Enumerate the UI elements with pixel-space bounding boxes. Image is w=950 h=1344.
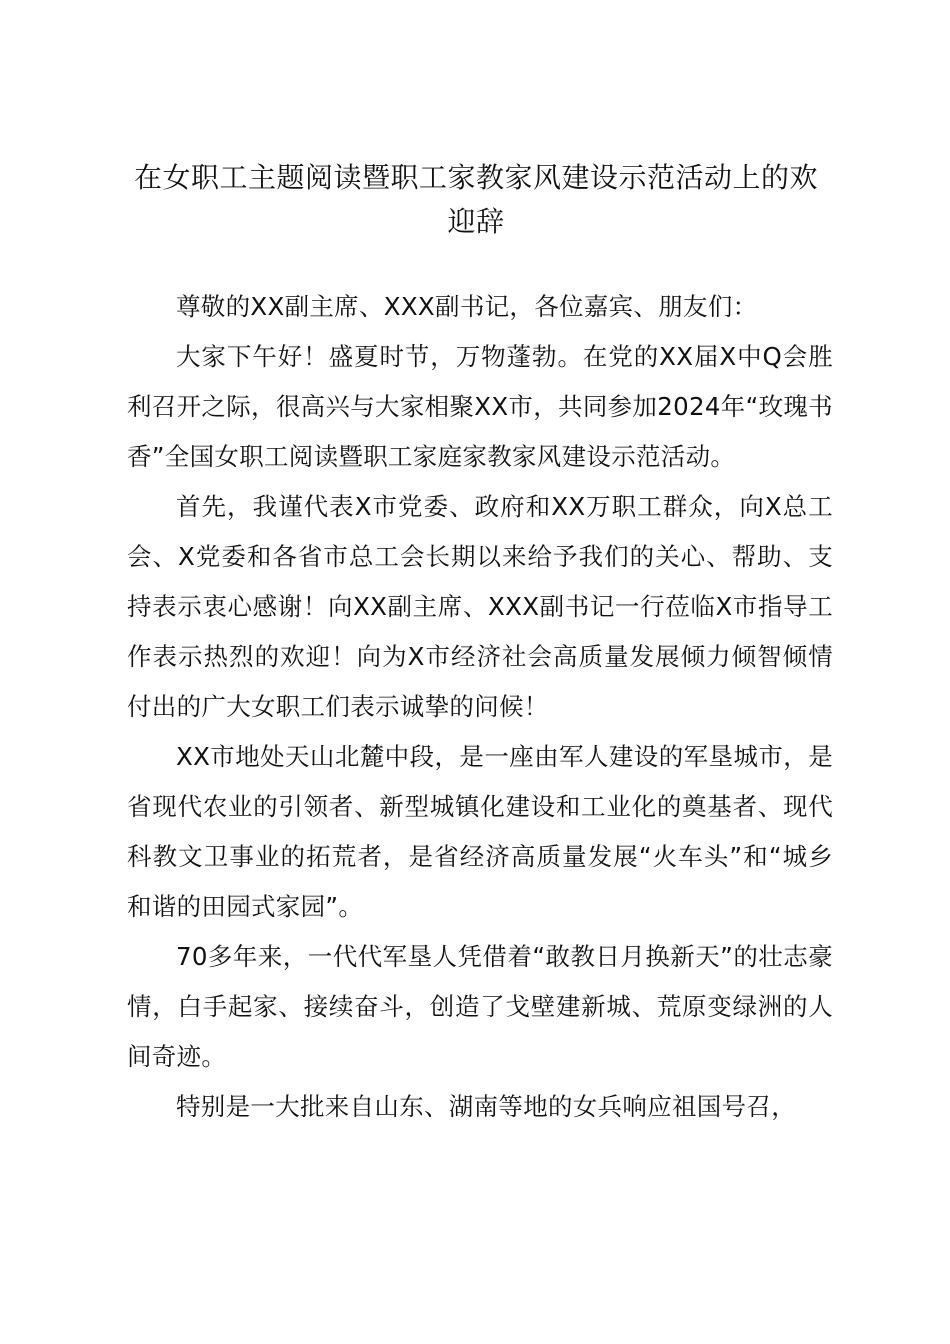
paragraph-thanks: 首先，我谨代表X市党委、政府和XX万职工群众，向X总工会、X党委和各省市总工会长期以来给予我们的关心、帮助、支持表示衷心感谢！向XX副主席、XXX副书记一行莅临X市指导工作表示热烈的欢迎！向为X市经济社会高质量发展倾力倾智倾情付出的广大女职工们表示诚挚的问候！ (127, 492, 833, 721)
document-body (127, 282, 833, 1132)
paragraph-history: 70多年来，一代代军垦人凭借着“敢教日月换新天”的壮志豪情，白手起家、接续奋斗，创造了戈壁建新城、荒原变绿洲的人间奇迹。 (127, 942, 833, 1071)
paragraph-salutation: 尊敬的XX副主席、XXX副书记，各位嘉宾、朋友们： (176, 292, 758, 321)
paragraph-women-soldiers: 特别是一大批来自山东、湖南等地的女兵响应祖国号召， (176, 1092, 796, 1121)
paragraph-city-intro: XX市地处天山北麓中段，是一座由军人建设的军垦城市，是省现代农业的引领者、新型城镇化建设和工业化的奠基者、现代科教文卫事业的拓荒者，是省经济高质量发展“火车头”和“城乡和谐的田园式家园”。 (127, 742, 833, 921)
document-title: 在女职工主题阅读暨职工家教家风建设示范活动上的欢迎辞 (133, 161, 818, 238)
paragraph-greeting: 大家下午好！盛夏时节，万物蓬勃。在党的XX届X中Q会胜利召开之际，很高兴与大家相聚XX市，共同参加2024年“玫瑰书香”全国女职工阅读暨职工家庭家教家风建设示范活动。 (127, 342, 833, 471)
